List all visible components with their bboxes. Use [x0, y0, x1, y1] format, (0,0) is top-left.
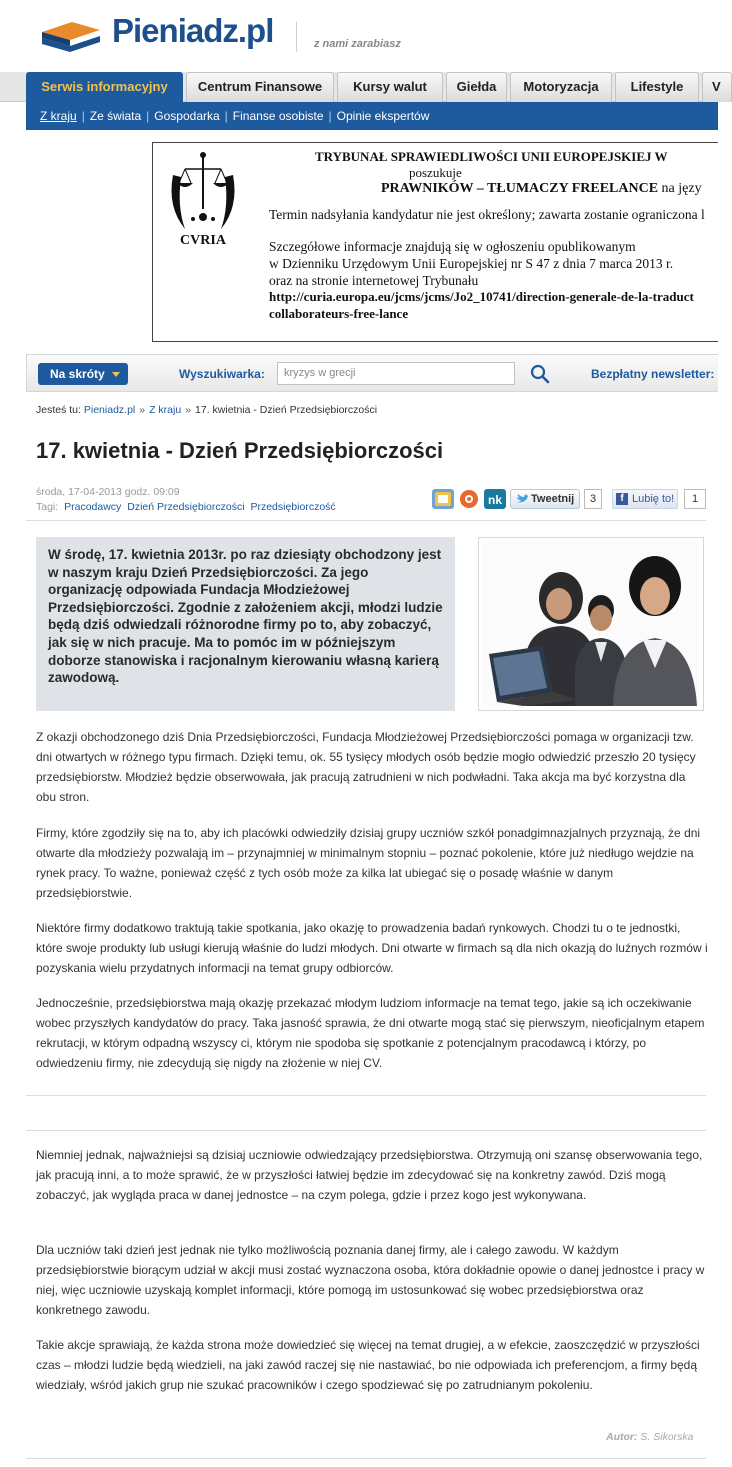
ad-subheading: poszukuje [409, 165, 462, 180]
tab-motoryzacja[interactable]: Motoryzacja [510, 72, 612, 102]
tab-more[interactable]: V [702, 72, 732, 102]
ad-banner[interactable] [152, 142, 718, 342]
toolbar [26, 354, 718, 392]
divider [26, 1458, 706, 1459]
search-label: Wyszukiwarka: [179, 367, 265, 381]
tweet-count: 3 [584, 489, 602, 509]
like-label: Lubię to! [632, 493, 675, 505]
tab-gielda[interactable]: Giełda [446, 72, 507, 102]
curia-emblem-icon [163, 147, 243, 257]
sub-nav: Z kraju | Ze świata | Gospodarka | Finanse osobiste | Opinie ekspertów [26, 102, 718, 130]
article-paragraph: Firmy, które zgodziły się na to, aby ich placówki odwiedziły dzisiaj grupy uczniów szkół ponadgimnazjalnych przyznają, że dni otwarte dla młodzieży pozwalają im – przynajmniej w minimalnym stopniu – poznać pokolenie, które już niedługo wejdzie na rynek pracy. To ważne, ponieważ część z tych osób może za kilka lat ubiegać się o posadę właśnie w danym przedsiębiorstwie. [36, 826, 701, 900]
author-label: Autor: [606, 1431, 638, 1443]
site-header [0, 0, 718, 72]
article-paragraph: Dla uczniów taki dzień jest jednak nie tylko możliwością poznania danej firmy, ale i całego zawodu. W każdym przedsiębiorstwie biorącym udział w akcji musi zostać wyznaczona osoba, która dokładnie opowie o danej jednostce i pracy w niej, więc uczniowie uzyskają komplet informacji, które pomogą im ustosunkować się wobec przedsiębiorstwa oraz konkretnego zawodu. [36, 1243, 705, 1317]
author-name: S. Sikorska [640, 1431, 694, 1443]
facebook-icon: f [616, 493, 628, 505]
subnav-z-kraju[interactable]: Z kraju [40, 109, 77, 123]
facebook-like-button[interactable] [612, 489, 678, 509]
article-paragraph: Z okazji obchodzonego dziś Dnia Przedsiębiorczości, Fundacja Młodzieżowej Przedsiębiorczości pomaga w organizacji tzw. dni otwartych w różnego typu firmach. Dzięki temu, ok. 55 tysięcy młodych osób będzie mogło odwiedzić przeszło 20 tysięcy przedsiębiorstw. Młodzież będzie obserwowała, jak pracują zatrudnieni w nich podwładni. Taka akcja ma być korzystna dla obu stron. [36, 730, 696, 804]
article-lead: W środę, 17. kwietnia 2013r. po raz dziesiąty obchodzony jest w naszym kraju Dzień Przedsiębiorczości. Za jego organizację odpowiada Fundacja Młodzieżowej Przedsiębiorczości. Zgodnie z założeniem akcji, młodzi ludzie będą dziś odwiedzali różnorodne firmy po to, aby zobaczyć, jak się w nich pracuje. Ma to pomóc im w późniejszym doborze stanowiska i racjonalnym kierowaniu własną karierą zawodową. [36, 537, 455, 711]
tab-serwis-informacyjny[interactable]: Serwis informacyjny [26, 72, 183, 102]
logo-divider [296, 22, 297, 52]
tab-lifestyle[interactable]: Lifestyle [615, 72, 699, 102]
tags-label: Tagi: [36, 501, 59, 513]
divider [26, 1095, 706, 1096]
ad-info-3: oraz na stronie internetowej Trybunału [269, 273, 479, 288]
tweet-label: Tweetnij [531, 493, 575, 505]
subnav-ze-swiata[interactable]: Ze świata [89, 109, 142, 123]
shortcuts-button[interactable] [38, 363, 128, 385]
tag-link[interactable]: Przedsiębiorczość [250, 501, 336, 513]
site-slogan: z nami zarabiasz [314, 38, 401, 50]
subnav-opinie-ekspertow[interactable]: Opinie ekspertów [336, 109, 430, 123]
divider [26, 1130, 706, 1131]
tweet-button[interactable] [510, 489, 580, 509]
article-paragraph: Takie akcje sprawiają, że każda strona może dowiedzieć się więcej na temat drugiej, a w efekcie, zaoszczędzić w przyszłości czas – młodzi ludzie będą wiedzieli, na jaki zawód raczej się nie nastawiać, bo nie odpowiada ich preferencjom, a firmy będą wiedziały, wśród jakich grup nie szukać pracowników i czego spodziewać się po zatrudnianym pokoleniu. [36, 1338, 700, 1392]
business-people-image [483, 542, 699, 706]
ad-info-2: w Dzienniku Urzędowym Unii Europejskiej nr S 47 z dnia 7 marca 2013 r. [269, 256, 674, 271]
like-count: 1 [684, 489, 706, 509]
tag-link[interactable]: Dzień Przedsiębiorczości [127, 501, 245, 513]
logo-icon[interactable] [40, 18, 102, 56]
newsletter-label: Bezpłatny newsletter: [591, 367, 715, 381]
nk-share-icon[interactable] [484, 489, 506, 509]
article-paragraph: Niemniej jednak, najważniejsi są dzisiaj uczniowie odwiedzający przedsiębiorstwa. Otrzymują oni szansę obserwowania tego, jak pracują inni, a to może sprawić, że w przyszłości łatwiej będzie im zdecydować się na konkretny zawód. Dziś mogą zobaczyć, jak wygląda praca w danej jednostce – na czym polega, gdzie i przez kogo jest wykonywana. [36, 1148, 703, 1202]
page-title: 17. kwietnia - Dzień Przedsiębiorczości [36, 438, 444, 463]
blip-share-icon[interactable] [458, 489, 480, 509]
site-logo-text[interactable]: Pieniadz.pl [112, 12, 274, 49]
ad-url-1[interactable]: http://curia.europa.eu/jcms/jcms/Jo2_10741/direction-generale-de-la-traduct [269, 289, 694, 304]
ad-url-2[interactable]: collaborateurs-free-lance [269, 306, 409, 321]
ad-info-1: Szczegółowe informacje znajdują się w ogłoszeniu opublikowanym [269, 239, 636, 254]
twitter-bird-icon [515, 494, 528, 504]
chevron-down-icon [112, 372, 120, 377]
article-date: środa, 17-04-2013 godz. 09:09 [36, 486, 180, 498]
svg-text:nk: nk [487, 493, 503, 507]
ad-deadline: Termin nadsyłania kandydatur nie jest określony; zawarta zostanie ograniczona l [269, 207, 705, 222]
shortcuts-label: Na skróty [50, 367, 105, 381]
tab-kursy-walut[interactable]: Kursy walut [337, 72, 443, 102]
wykop-share-icon[interactable] [432, 489, 454, 509]
breadcrumb-category[interactable]: Z kraju [149, 404, 182, 416]
subnav-gospodarka[interactable]: Gospodarka [154, 109, 220, 123]
article-tags [36, 501, 336, 513]
breadcrumb: Jesteś tu: Pieniadz.pl » Z kraju » 17. kwietnia - Dzień Przedsiębiorczości [36, 404, 378, 416]
search-input[interactable]: kryzys w grecji [277, 362, 515, 385]
search-icon[interactable] [530, 364, 550, 384]
main-nav [0, 72, 721, 102]
tag-link[interactable]: Pracodawcy [64, 501, 122, 513]
subnav-finanse-osobiste[interactable]: Finanse osobiste [232, 109, 324, 123]
emblem-text: CVRIA [180, 233, 226, 248]
breadcrumb-prefix: Jesteś tu: [36, 404, 81, 416]
article-paragraph: Jednocześnie, przedsiębiorstwa mają okazję przekazać młodym ludziom informacje na temat tego, jakie są ich oczekiwanie wobec przyszłych kandydatów do pracy. Taka jasność sprawia, że dni otwarte mogą stać się pierwszym, nieoficjalnym etapem rekrutacji, w którym odpadną wszyscy ci, którym nie spodoba się spotkanie z potencjalnym pracodawcą i którzy, po odwiedzeniu firmy, nie zdecydują się nigdy na złożenie w niej CV. [36, 996, 705, 1070]
breadcrumb-current: 17. kwietnia - Dzień Przedsiębiorczości [195, 404, 378, 416]
ad-position: PRAWNIKÓW – TŁUMACZY FREELANCE na języ [381, 181, 702, 196]
article-photo [478, 537, 704, 711]
article-paragraph: Niektóre firmy dodatkowo traktują takie spotkania, jako okazję to prowadzenia badań rynkowych. Chodzi tu o te jednostki, które swoje produkty lub usługi kierują właśnie do ludzi młodych. Dni otwarte w firmach są dla nich okazją do luźnych rozmów i pozyskania wielu przydatnych informacji na temat grupy odbiorców. [36, 921, 708, 975]
article-author [606, 1431, 694, 1443]
breadcrumb-home[interactable]: Pieniadz.pl [83, 404, 136, 416]
divider [26, 520, 706, 521]
tab-centrum-finansowe[interactable]: Centrum Finansowe [186, 72, 334, 102]
ad-heading: TRYBUNAŁ SPRAWIEDLIWOŚCI UNII EUROPEJSKIEJ W [315, 149, 668, 164]
